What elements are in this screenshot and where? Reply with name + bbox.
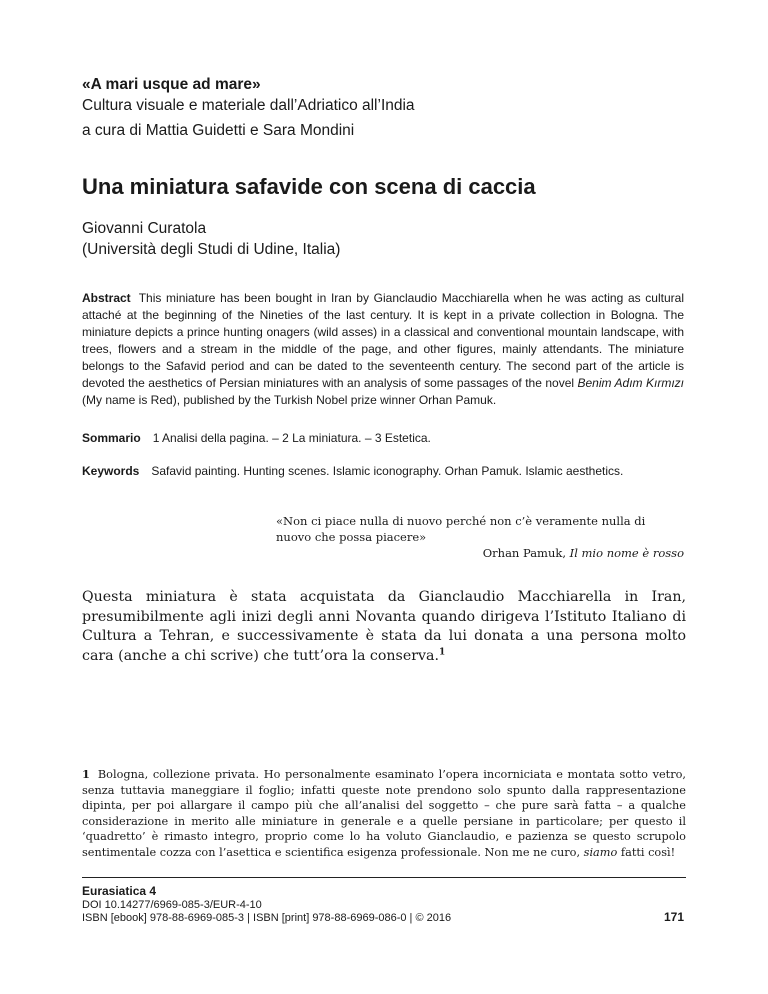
footnote [82,767,686,860]
doi: DOI 10.14277/6969-085-3/EUR-4-10 [82,899,262,911]
footnote-italic-word: siamo [583,845,618,859]
epigraph-work: Il mio nome è rosso [569,546,684,560]
series-editors: a cura di Mattia Guidetti e Sara Mondini [82,122,355,139]
footnote-text-end: fatti così! [620,845,676,859]
footnote-reference[interactable]: 1 [438,646,446,657]
sommario-label: Sommario [82,431,141,445]
sommario-text: 1 Analisi della pagina. – 2 La miniatura. – 3 Estetica. [152,431,431,445]
epigraph [276,513,684,561]
journal-name: Eurasiatica 4 [82,884,157,898]
isbn: ISBN [ebook] 978-88-6969-085-3 | ISBN [print] 978-88-6969-086-0 | © 2016 [82,912,452,924]
epigraph-quote: «Non ci piace nulla di nuovo perché non c’è veramente nulla di nuovo che possa piacere» [276,514,646,544]
keywords-text: Safavid painting. Hunting scenes. Islamic iconography. Orhan Pamuk. Islamic aesthetics. [151,464,624,478]
abstract [82,290,684,409]
article-affiliation: (Università degli Studi di Udine, Italia) [82,241,341,258]
keywords [82,463,623,480]
abstract-novel-title: Benim Adım Kırmızı [577,376,684,390]
epigraph-source [276,545,684,561]
keywords-label: Keywords [82,464,140,478]
abstract-text-end: (My name is Red), published by the Turkish Nobel prize winner Orhan Pamuk. [82,393,497,407]
footnote-text: Bologna, collezione privata. Ho personalmente esaminato l’opera incorniciata e montata sotto vetro, senza tuttavia maneggiare il foglio; infatti queste note prendono solo spunto dalla rappresentazione dipinta, per poi allargare il campo più che all’analisi del soggetto – che pure sarà fatta – a qualche considerazione in merito alle miniature in generale e a quelle persiane in particolare; per questo il ‘quadretto’ è rimasto integro, proprio come lo ha voluto Gianclaudio, e pazienza se questo scrupolo sentimentale cozza con l’asettica e scientifica esigenza professionale. Non me ne curo, [82,768,686,859]
article-title: Una miniatura safavide con scena di caccia [82,174,536,199]
abstract-label: Abstract [82,291,131,305]
body-paragraph [82,588,686,666]
series-subtitle: Cultura visuale e materiale dall’Adriatico all’India [82,97,415,114]
footer-divider [82,877,686,878]
body-text: Questa miniatura è stata acquistata da Gianclaudio Macchiarella in Iran, presumibilmente agli inizi degli anni Novanta quando dirigeva l’Istituto Italiano di Cultura a Tehran, e successivamente è stata da lui donata a una persona molto cara (anche a chi scrive) che tutt’ora la conserva. [82,589,686,664]
abstract-text: This miniature has been bought in Iran by Gianclaudio Macchiarella when he was acting as cultural attaché at the beginning of the Nineties of the last century. It is kept in a private collection in Bologna. The miniature depicts a prince hunting onagers (wild asses) in a classical and conventional mountain landscape, with trees, flowers and a stream in the middle of the page, and other figures, mainly attendants. The miniature belongs to the Safavid period and can be dated to the seventeenth century. The second part of the article is devoted the aesthetics of Persian miniatures with an analysis of some passages of the novel [82,291,684,390]
series-title: «A mari usque ad mare» [82,76,261,93]
page-number: 171 [663,910,684,924]
epigraph-author: Orhan Pamuk, [482,546,566,560]
sommario [82,430,431,447]
footnote-number: 1 [82,767,90,781]
article-author: Giovanni Curatola [82,220,207,237]
page [82,0,686,994]
